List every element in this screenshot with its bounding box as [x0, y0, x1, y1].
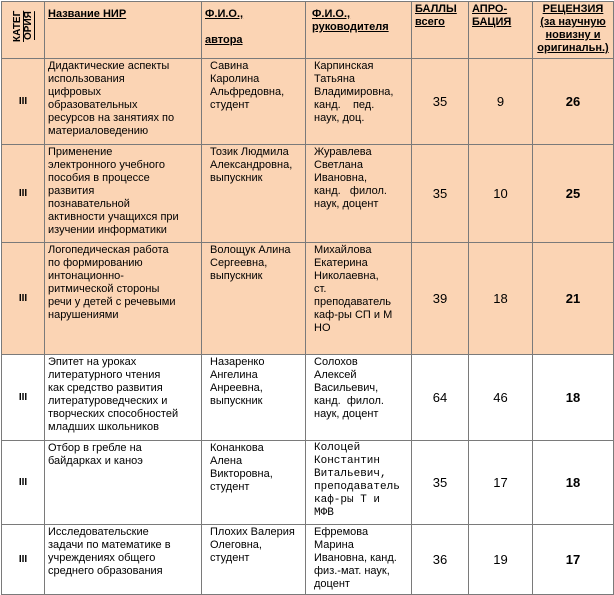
research-works-table	[1, 1, 614, 595]
cell-supervisor: Михайлова Екатерина Николаевна, ст. преподаватель каф-ры СП и М НО	[306, 243, 412, 355]
cell-score: 39	[412, 243, 469, 355]
cell-supervisor: Ефремова Марина Ивановна, канд. физ.-мат. наук, доцент	[306, 525, 412, 595]
table-row	[2, 355, 614, 441]
cell-title: Дидактические аспекты использования цифровых образовательных ресурсов на занятиях по материаловедению	[45, 59, 202, 145]
table-row	[2, 525, 614, 595]
cell-title: Логопедическая работа по формированию интонационно- ритмической стороны речи у детей с речевыми нарушениями	[45, 243, 202, 355]
cell-category: III	[2, 145, 45, 243]
header-category: КАТЕГ ОРИЯ	[2, 2, 45, 59]
cell-score: 36	[412, 525, 469, 595]
cell-author: Тозик Людмила Александровна, выпускник	[202, 145, 306, 243]
cell-author: Плохих Валерия Олеговна, студент	[202, 525, 306, 595]
cell-review: 21	[533, 243, 614, 355]
table-row	[2, 441, 614, 525]
table-row	[2, 243, 614, 355]
cell-title: Исследовательские задачи по математике в учреждениях общего среднего образования	[45, 525, 202, 595]
cell-category: III	[2, 441, 45, 525]
cell-score: 35	[412, 145, 469, 243]
cell-review: 18	[533, 441, 614, 525]
cell-author: Волощук Алина Сергеевна, выпускник	[202, 243, 306, 355]
cell-approbation: 17	[469, 441, 533, 525]
header-approbation: АПРО- БАЦИЯ	[469, 2, 533, 59]
header-score: БАЛЛЫ всего	[412, 2, 469, 59]
table-row	[2, 59, 614, 145]
cell-review: 25	[533, 145, 614, 243]
header-author: Ф.И.О., автора	[202, 2, 306, 59]
cell-supervisor: Колоцей Константин Витальевич, преподаватель каф-ры Т и МФВ	[306, 441, 412, 525]
cell-approbation: 10	[469, 145, 533, 243]
header-review: РЕЦЕНЗИЯ (за научную новизну и оригинальн.)	[533, 2, 614, 59]
cell-score: 64	[412, 355, 469, 441]
cell-supervisor: Солохов Алексей Васильевич, канд. филол. наук, доцент	[306, 355, 412, 441]
cell-title: Эпитет на уроках литературного чтения как средство развития литературоведческих и творческих способностей младших школьников	[45, 355, 202, 441]
header-supervisor: Ф.И.О., руководителя	[306, 2, 412, 59]
cell-approbation: 19	[469, 525, 533, 595]
cell-score: 35	[412, 441, 469, 525]
cell-title: Применение электронного учебного пособия в процессе развития познавательной активности учащихся при изучении информатики	[45, 145, 202, 243]
cell-category: III	[2, 243, 45, 355]
cell-review: 18	[533, 355, 614, 441]
cell-approbation: 18	[469, 243, 533, 355]
cell-title: Отбор в гребле на байдарках и каноэ	[45, 441, 202, 525]
header-title: Название НИР	[45, 2, 202, 59]
cell-author: Назаренко Ангелина Анреевна, выпускник	[202, 355, 306, 441]
table-row	[2, 145, 614, 243]
cell-category: III	[2, 355, 45, 441]
cell-review: 26	[533, 59, 614, 145]
header-row	[2, 2, 614, 59]
cell-review: 17	[533, 525, 614, 595]
cell-score: 35	[412, 59, 469, 145]
cell-supervisor: Журавлева Светлана Ивановна, канд. филол. наук, доцент	[306, 145, 412, 243]
cell-category: III	[2, 59, 45, 145]
cell-category: III	[2, 525, 45, 595]
cell-approbation: 9	[469, 59, 533, 145]
cell-approbation: 46	[469, 355, 533, 441]
cell-author: Конанкова Алена Викторовна, студент	[202, 441, 306, 525]
cell-author: Савина Каролина Альфредовна, студент	[202, 59, 306, 145]
cell-supervisor: Карпинская Татьяна Владимировна, канд. пед. наук, доц.	[306, 59, 412, 145]
